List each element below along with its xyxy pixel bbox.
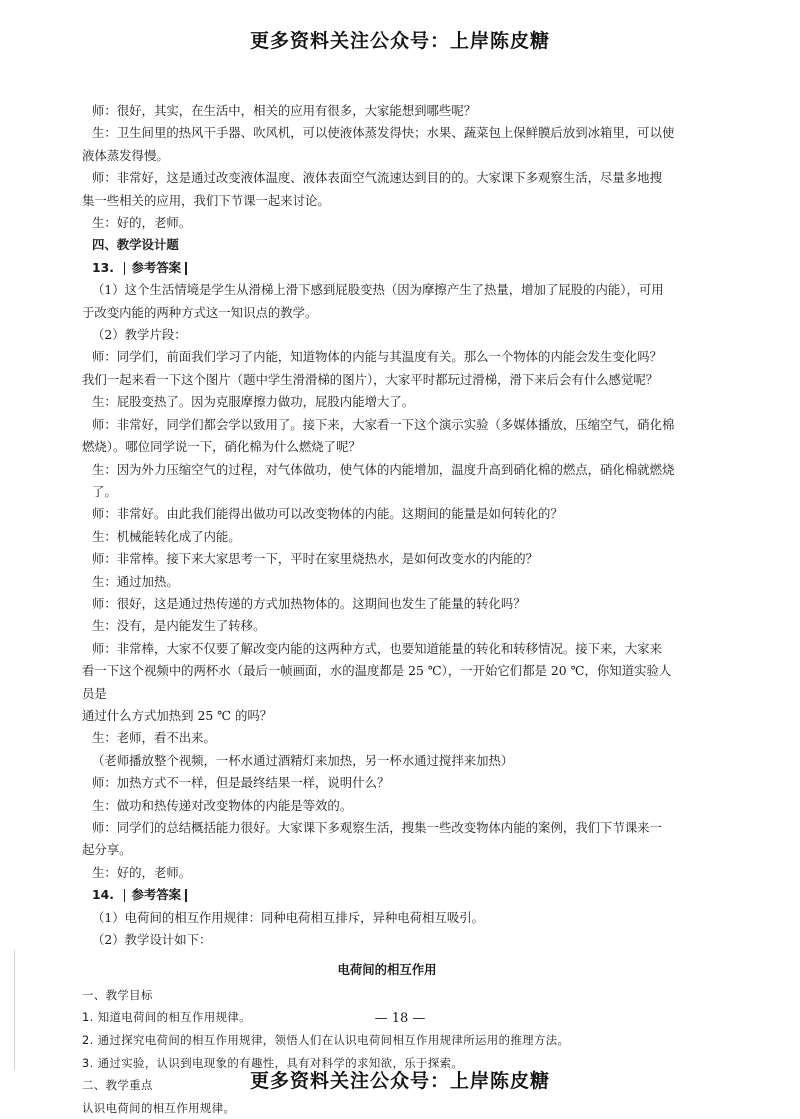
answer-tag: 参考答案 <box>131 259 182 275</box>
page-number: — 18 — <box>374 1011 426 1026</box>
text-line: （1）电荷间的相互作用规律：同种电荷相互排斥，异种电荷相互吸引。 <box>92 909 484 925</box>
text-line: 起分享。 <box>82 842 132 858</box>
answer-tag: 参考答案 <box>131 887 182 903</box>
text-line: 生：老师，看不出来。 <box>92 730 216 746</box>
text-line: 生：没有，是内能发生了转移。 <box>92 618 266 634</box>
bracket-bar <box>185 262 187 275</box>
answer-header-14 <box>92 884 682 906</box>
text-line: 师：很好，其实，在生活中，相关的应用有很多，大家能想到哪些呢？ <box>92 103 477 118</box>
text-line: 师：非常好，同学们都会学以致用了。接下来，大家看一下这个演示实验（多媒体播放，压缩空气，硝化棉 <box>92 416 675 432</box>
answer-header-13 <box>92 257 682 279</box>
design-title: 电荷间的相互作用 <box>337 962 437 978</box>
text-line: 生：做功和热传递对改变物体的内能是等效的。 <box>92 797 353 813</box>
text-line: 二、教学重点 <box>82 1078 153 1093</box>
text-line: 3. 通过实验，认识到电现象的有趣性，具有对科学的求知欲，乐于探索。 <box>82 1055 464 1070</box>
text-line: 液体蒸发得慢。 <box>82 147 169 163</box>
text-line: 我们一起来看一下这个图片（题中学生滑滑梯的图片），大家平时都玩过滑梯，滑下来后会有什么感觉呢？ <box>82 371 659 387</box>
question-number: 13. <box>92 259 114 275</box>
text-line: 认识电荷间的相互作用规律。 <box>82 1100 236 1115</box>
section-heading: 四、教学设计题 <box>92 237 179 253</box>
text-line: 师：非常棒，大家不仅要了解改变内能的这两种方式，也要知道能量的转化和转移情况。接下来，大家来 <box>92 640 662 656</box>
text-line: 生：好的，老师。 <box>92 215 192 231</box>
text-line: （2）教学设计如下： <box>92 932 212 948</box>
text-line: 看一下这个视频中的两杯水（最后一帧画面，水的温度都是 25 ℃），一开始它们都是 20 ℃，你知道实验人员是 <box>82 663 672 701</box>
text-line: 于改变内能的两种方式这一知识点的教学。 <box>82 304 318 320</box>
text-line: 生：好的，老师。 <box>92 864 192 880</box>
text-line: 生：因为外力压缩空气的过程，对气体做功，使气体的内能增加，温度升高到硝化棉的燃点，硝化棉就燃烧了。 <box>92 461 675 499</box>
text-line: 师：非常好，这是通过改变液体温度、液体表面空气流速达到目的的。大家课下多观察生活，尽量多地搜 <box>92 170 662 186</box>
text-line: 师：加热方式不一样，但是最终结果一样，说明什么？ <box>92 775 390 791</box>
document-body <box>82 100 682 1119</box>
text-line: 师：非常好。由此我们能得出做功可以改变物体的内能。这期间的能量是如何转化的？ <box>92 506 563 522</box>
text-line: （1）这个生活情境是学生从滑梯上滑下感到屁股变热（因为摩擦产生了热量，增加了屁股的内能），可用 <box>92 282 664 298</box>
text-line: （2）教学片段： <box>92 327 187 343</box>
question-number: 14. <box>92 887 114 903</box>
bracket-bar <box>124 262 126 275</box>
text-line: 生：机械能转化成了内能。 <box>92 528 241 544</box>
text-line: 师：很好，这是通过热传递的方式加热物体的。这期间也发生了能量的转化吗？ <box>92 595 526 611</box>
text-line: （老师播放整个视频，一杯水通过酒精灯来加热，另一杯水通过搅拌来加热） <box>92 752 514 768</box>
scan-edge-line <box>14 950 15 1070</box>
text-line: 燃烧）。哪位同学说一下，硝化棉为什么燃烧了呢？ <box>82 439 361 455</box>
text-line: 生：通过加热。 <box>92 573 179 589</box>
bracket-bar <box>185 889 187 902</box>
text-line: 通过什么方式加热到 25 ℃ 的吗？ <box>82 707 273 723</box>
bottom-banner: 更多资料关注公众号：上岸陈皮糖 <box>249 1070 550 1092</box>
text-line: 生：屁股变热了。因为克服摩擦力做功，屁股内能增大了。 <box>92 394 415 410</box>
text-line: 师：同学们，前面我们学习了内能，知道物体的内能与其温度有关。那么一个物体的内能会发生变化吗？ <box>92 349 662 365</box>
bracket-bar <box>124 889 126 902</box>
text-line: 2. 通过探究电荷间的相互作用规律，领悟人们在认识电荷间相互作用规律所运用的推理方法。 <box>82 1033 570 1048</box>
text-line: 师：非常棒。接下来大家思考一下，平时在家里烧热水，是如何改变水的内能的？ <box>92 551 539 567</box>
text-line: 师：同学们的总结概括能力很好。大家课下多观察生活，搜集一些改变物体内能的案例，我们下节课来一 <box>92 820 662 835</box>
text-line: 一、教学目标 <box>82 987 153 1002</box>
top-banner: 更多资料关注公众号：上岸陈皮糖 <box>249 30 550 52</box>
text-line: 生：卫生间里的热风干手器、吹风机，可以使液体蒸发得快；水果、蔬菜包上保鲜膜后放到冰箱里，可以使 <box>92 125 675 141</box>
text-line: 集一些相关的应用，我们下节课一起来讨论。 <box>82 192 330 208</box>
text-line: 1. 知道电荷间的相互作用规律。 <box>82 1010 251 1025</box>
